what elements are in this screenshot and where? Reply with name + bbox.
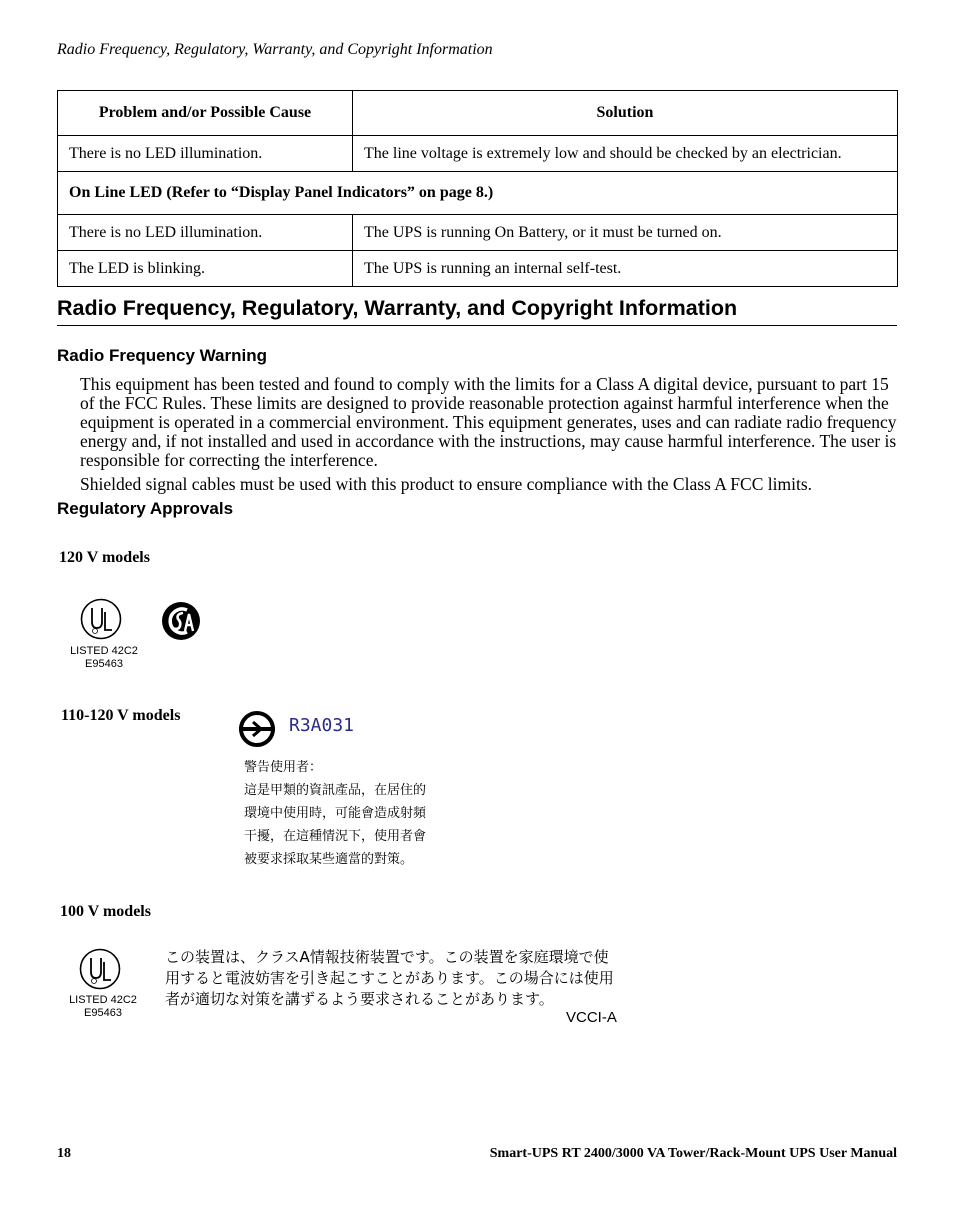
ul-listed-mark-icon [79, 948, 121, 990]
table-cell-solution: The UPS is running an internal self-test. [353, 251, 898, 287]
csa-mark-icon [161, 601, 201, 641]
page-number: 18 [57, 1146, 71, 1161]
column-header-cause: Problem and/or Possible Cause [58, 91, 353, 136]
table-row [58, 251, 898, 287]
table-cell-cause: There is no LED illumination. [58, 215, 353, 251]
rf-warning-paragraph: This equipment has been tested and found to comply with the limits for a Class A digital device, pursuant to part 15 of the FCC Rules. These limits are designed to provide reasonable protection against harmful interference when the equipment is operated in a commercial environment. This equipment generates, uses and can radiate radio frequency energy and, if not installed and used in accordance with the instructions, may cause harmful interference. The user is responsible for correcting the interference. [80, 374, 897, 470]
bsmi-warning-notice: 警告使用者： 這是甲類的資訊產品，在居住的 環境中使用時，可能會造成射頻 干擾，在這種情況下，使用者會 被要求採取某些適當的對策。 [244, 760, 427, 867]
table-row [58, 215, 898, 251]
table-section-row [58, 172, 898, 215]
ul-file-number: E95463 [85, 658, 123, 670]
regulatory-approvals-heading: Regulatory Approvals [57, 499, 234, 518]
column-header-solution: Solution [353, 91, 898, 136]
ul-listing-number [58, 994, 148, 1020]
table-cell-cause: There is no LED illumination. [58, 136, 353, 172]
rf-warning-heading: Radio Frequency Warning [57, 346, 268, 365]
troubleshooting-table [57, 90, 898, 287]
table-header-row [58, 91, 898, 136]
table-cell-solution: The UPS is running On Battery, or it must be turned on. [353, 215, 898, 251]
section-title: Radio Frequency, Regulatory, Warranty, and Copyright Information [57, 296, 897, 326]
ul-listed-mark-icon [80, 598, 122, 640]
vcci-notice: この装置は、クラスA情報技術装置です。この装置を家庭環境で使 用すると電波妨害を引き起こすことがあります。この場合には使用 者が適切な対策を講ずるよう要求されることがあります。 [165, 948, 614, 1008]
ul-listing-number [59, 645, 149, 671]
model-label-120v: 120 V models [59, 549, 150, 566]
model-label-110-120v: 110-120 V models [61, 707, 181, 724]
table-cell-solution: The line voltage is extremely low and should be checked by an electrician. [353, 136, 898, 172]
bsmi-mark-icon [238, 710, 276, 748]
model-label-100v: 100 V models [60, 903, 151, 920]
bsmi-registration-code: R3A031 [289, 715, 355, 736]
footer-manual-title: Smart-UPS RT 2400/3000 VA Tower/Rack-Mount UPS User Manual [489, 1146, 897, 1161]
vcci-class-label: VCCI-A [566, 1009, 617, 1026]
ul-listed-text: LISTED 42C2 [69, 994, 137, 1006]
table-row [58, 136, 898, 172]
ul-file-number: E95463 [84, 1007, 122, 1019]
shielded-cable-paragraph: Shielded signal cables must be used with this product to ensure compliance with the Class A FCC limits. [80, 474, 813, 494]
table-cell-cause: The LED is blinking. [58, 251, 353, 287]
table-section-label: On Line LED (Refer to “Display Panel Indicators” on page 8.) [58, 172, 898, 215]
running-header: Radio Frequency, Regulatory, Warranty, and Copyright Information [57, 41, 493, 58]
ul-listed-text: LISTED 42C2 [70, 645, 138, 657]
